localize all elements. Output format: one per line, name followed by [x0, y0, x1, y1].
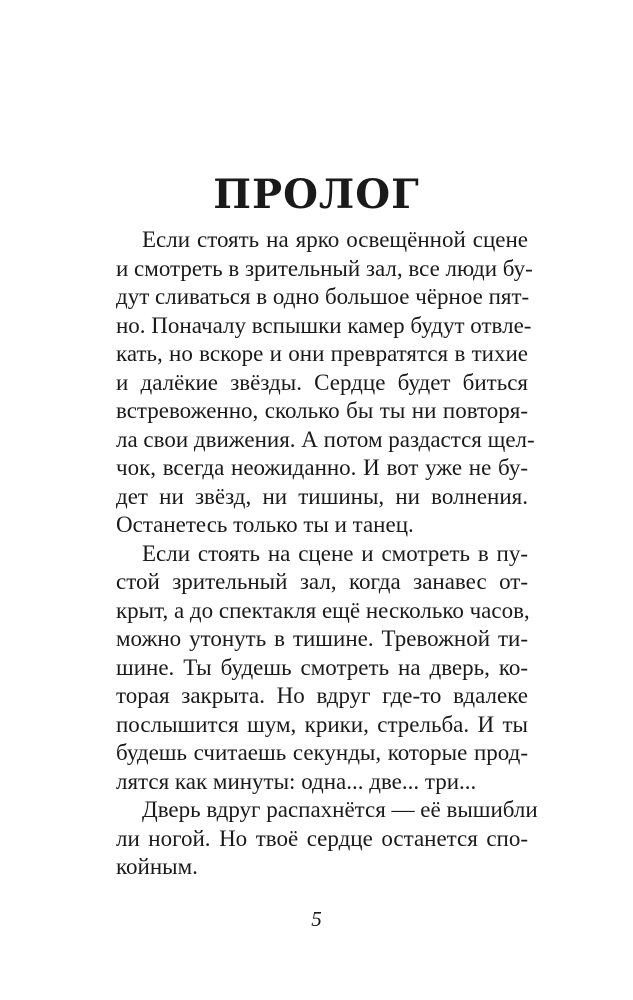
text-line: Если стоять на ярко освещённой сцене: [142, 227, 528, 252]
text-line: дет ни звёзд, ни тишины, ни волнения.: [116, 483, 528, 509]
paragraph: [116, 226, 535, 540]
paragraph: [116, 796, 538, 882]
text-line: Останетесь только ты и танец.: [116, 512, 414, 537]
body-text: [116, 226, 538, 882]
text-line: послышится шум, крики, стрельба. И ты: [116, 711, 528, 737]
text-line: лятся как минуты: одна... две... три...: [116, 768, 477, 794]
text-line: торая закрыта. Но вдруг где-то вдалеке: [116, 683, 528, 708]
text-line: Дверь вдруг распахнётся — её вышибли: [142, 797, 538, 822]
text-line: чок, всегда неожиданно. И вот уже не бу-: [116, 455, 528, 480]
text-line: шине. Ты будешь смотреть на дверь, ко-: [116, 654, 528, 680]
text-line: и далёкие звёзды. Сердце будет биться: [116, 369, 528, 395]
text-line: ли ногой. Но твоё сердце останется спо-: [116, 825, 528, 851]
text-line: можно утонуть в тишине. Тревожной ти-: [116, 626, 528, 651]
text-line: ла свои движения. А потом раздастся щел-: [116, 426, 535, 452]
text-line: дут сливаться в одно большое чёрное пят-: [116, 284, 530, 309]
text-line: встревоженно, сколько бы ты ни повторя-: [116, 398, 528, 423]
chapter-title: ПРОЛОГ: [213, 170, 420, 218]
page-number: 5: [311, 907, 322, 931]
text-line: крыт, а до спектакля ещё несколько часов,: [116, 597, 530, 623]
text-line: но. Поначалу вспышки камер будут отвле-: [116, 312, 532, 338]
text-line: кать, но вскоре и они превратятся в тихие: [116, 341, 528, 366]
text-line: Если стоять на сцене и смотреть в пу-: [142, 540, 528, 566]
paragraph: [116, 540, 528, 797]
text-line: и смотреть в зрительный зал, все люди бу-: [116, 255, 533, 281]
text-line: койным.: [116, 854, 198, 879]
text-line: будешь считаешь секунды, которые прод-: [116, 740, 528, 765]
text-line: стой зрительный зал, когда занавес от-: [116, 569, 528, 594]
